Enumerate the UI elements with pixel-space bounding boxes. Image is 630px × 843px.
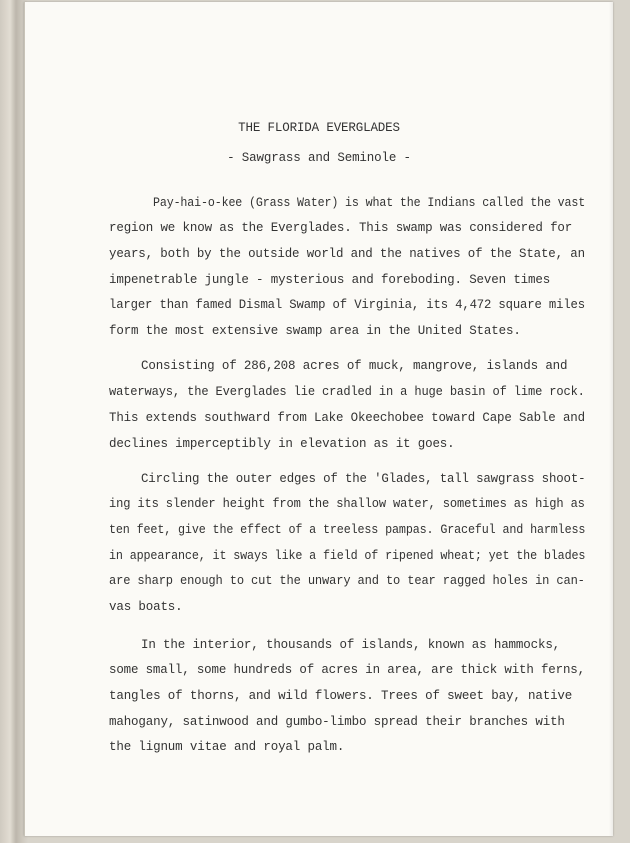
typed-text (25, 2, 613, 836)
paragraph-3-line-5: are sharp enough to cut the unwary and to tear ragged holes in can- (109, 574, 585, 588)
paragraph-4-line-4: mahogany, satinwood and gumbo-limbo spread their branches with (109, 715, 565, 729)
paragraph-2-line-3: This extends southward from Lake Okeechobee toward Cape Sable and (109, 411, 585, 425)
paragraph-1-line-4: impenetrable jungle - mysterious and foreboding. Seven times (109, 273, 551, 287)
paragraph-1-line-2: region we know as the Everglades. This swamp was considered for (109, 221, 573, 235)
paragraph-3-line-3: ten feet, give the effect of a treeless pampas. Graceful and harmless (109, 523, 586, 537)
paragraph-3-line-4: in appearance, it sways like a field of ripened wheat; yet the blades (109, 549, 586, 563)
paragraph-2-line-2: waterways, the Everglades lie cradled in a huge basin of lime rock. (109, 385, 585, 399)
document-title: THE FLORIDA EVERGLADES (238, 121, 400, 135)
paragraph-4-line-1: In the interior, thousands of islands, known as hammocks, (141, 638, 561, 652)
paragraph-2-line-1: Consisting of 286,208 acres of muck, mangrove, islands and (141, 359, 568, 373)
paragraph-4-line-3: tangles of thorns, and wild flowers. Trees of sweet bay, native (109, 689, 573, 703)
paragraph-1-line-1: Pay-hai-o-kee (Grass Water) is what the Indians called the vast (153, 196, 586, 210)
paragraph-3-line-6: vas boats. (109, 600, 183, 614)
paragraph-4-line-5: the lignum vitae and royal palm. (109, 740, 345, 754)
paragraph-3-line-1: Circling the outer edges of the 'Glades, tall sawgrass shoot- (141, 472, 586, 486)
paragraph-1-line-5: larger than famed Dismal Swamp of Virginia, its 4,472 square miles (109, 298, 585, 312)
paragraph-3-line-2: ing its slender height from the shallow water, sometimes as high as (109, 497, 585, 511)
paragraph-4-line-2: some small, some hundreds of acres in area, are thick with ferns, (109, 663, 585, 677)
document-subtitle: - Sawgrass and Seminole - (227, 151, 411, 165)
paragraph-2-line-4: declines imperceptibly in elevation as it goes. (109, 437, 455, 451)
paragraph-1-line-6: form the most extensive swamp area in the United States. (109, 324, 521, 338)
document-page (24, 2, 613, 836)
paragraph-1-line-3: years, both by the outside world and the natives of the State, an (109, 247, 585, 261)
